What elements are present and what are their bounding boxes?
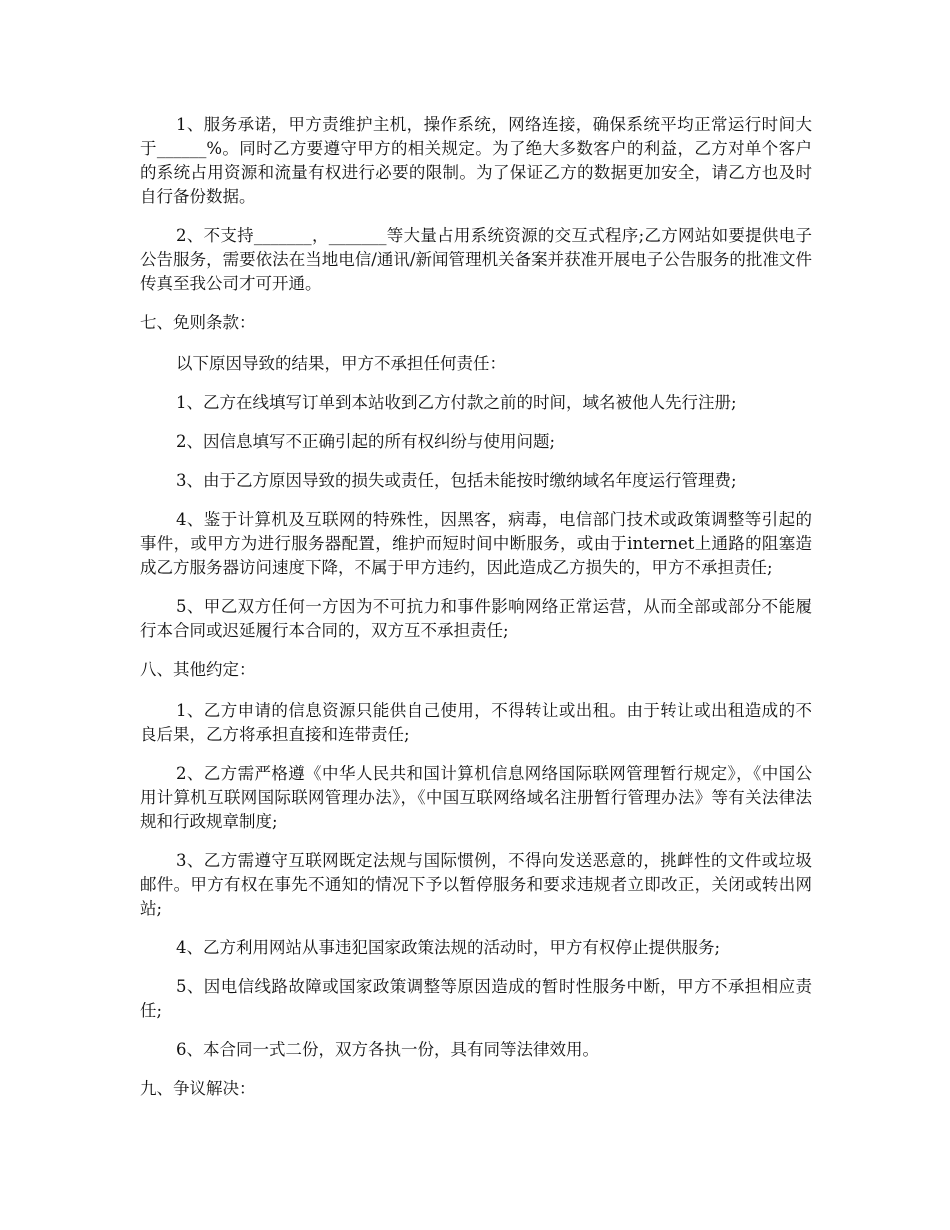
- paragraph-disclaimer-intro: 以下原因导致的结果，甲方不承担任何责任：: [176, 354, 506, 373]
- section-heading-other-agreements: 八、其他约定：: [140, 660, 256, 679]
- paragraph-disclaimer-5: 5、甲乙双方任何一方因为不可抗力和事件影响网络正常运营，从而全部或部分不能履行本合同或迟延履行本合同的，双方互不承担责任;: [140, 597, 812, 640]
- paragraph-unsupported-programs: 2、不支持_______，_______等大量占用系统资源的交互式程序;乙方网站如要提供电子公告服务，需要依法在当地电信/通讯/新闻管理机关备案并获准开展电子公告服务的批准文件传真至我公司才可开通。: [140, 226, 812, 293]
- section-heading-disclaimer: 七、免则条款：: [140, 313, 256, 332]
- paragraph-disclaimer-4: 4、鉴于计算机及互联网的特殊性，因黑客，病毒，电信部门技术或政策调整等引起的事件，或甲方为进行服务器配置，维护而短时间中断服务，或由于internet上通路的阻塞造成乙方服务器访问速度下降，不属于甲方违约，因此造成乙方损失的，甲方不承担责任;: [140, 510, 812, 577]
- paragraph-other-4: 4、乙方利用网站从事违犯国家政策法规的活动时，甲方有权停止提供服务;: [176, 938, 721, 957]
- paragraph-disclaimer-1: 1、乙方在线填写订单到本站收到乙方付款之前的时间，域名被他人先行注册;: [176, 393, 737, 412]
- document-body: [140, 113, 812, 1118]
- paragraph-disclaimer-2: 2、因信息填写不正确引起的所有权纠纷与使用问题;: [176, 432, 556, 451]
- paragraph-other-1: 1、乙方申请的信息资源只能供自己使用，不得转让或出租。由于转让或出租造成的不良后果，乙方将承担直接和连带责任;: [140, 701, 812, 744]
- paragraph-service-commitment: 1、服务承诺，甲方责维护主机，操作系统，网络连接，确保系统平均正常运行时间大于______%。同时乙方要遵守甲方的相关规定。为了绝大多数客户的利益，乙方对单个客户的系统占用资源和流量有权进行必要的限制。为了保证乙方的数据更加安全，请乙方也及时自行备份数据。: [140, 115, 812, 206]
- section-heading-dispute-resolution: 九、争议解决：: [140, 1079, 256, 1098]
- paragraph-other-5: 5、因电信线路故障或国家政策调整等原因造成的暂时性服务中断，甲方不承担相应责任;: [140, 977, 812, 1020]
- paragraph-other-3: 3、乙方需遵守互联网既定法规与国际惯例，不得向发送恶意的，挑衅性的文件或垃圾邮件。甲方有权在事先不通知的情况下予以暂停服务和要求违规者立即改正，关闭或转出网站;: [140, 851, 812, 918]
- paragraph-other-2: 2、乙方需严格遵《中华人民共和国计算机信息网络国际联网管理暂行规定》，《中国公用计算机互联网国际联网管理办法》，《中国互联网络域名注册暂行管理办法》等有关法律法规和行政规章制度;: [140, 764, 812, 831]
- paragraph-disclaimer-3: 3、由于乙方原因导致的损失或责任，包括未能按时缴纳域名年度运行管理费;: [176, 471, 737, 490]
- paragraph-other-6: 6、本合同一式二份，双方各执一份，具有同等法律效用。: [176, 1040, 599, 1059]
